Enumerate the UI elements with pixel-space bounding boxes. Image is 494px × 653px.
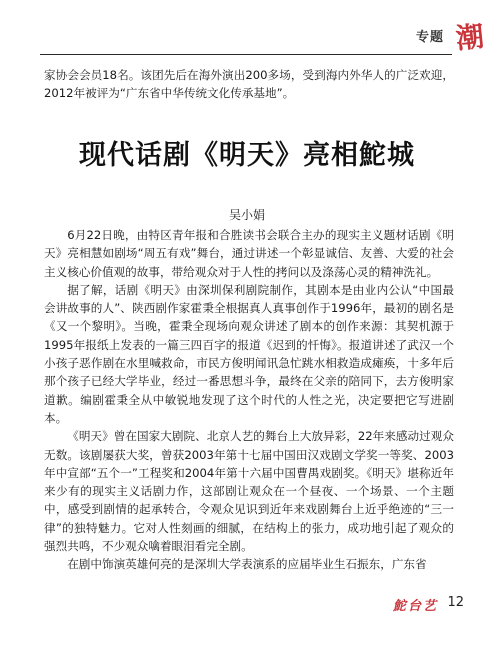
body-paragraph-2: 据了解，话剧《明天》由深圳保利剧院制作，其剧本是由业内公认“中国最会讲故事的人”、陕西剧作家霍秉全根据真人真事创作于1996年，最初的剧名是《又一个黎明》。当晚，霍秉全现场向观众讲述了剧本的创作来源：其契机源于1995年报纸上发表的一篇三四百字的报道《迟到的忏悔》。报道讲述了武汉一个小孩子恶作剧在水里喊救命，市民方俊明闻讯急忙跳水相救造成瘫痪，十多年后那个孩子已经大学毕业，经过一番思想斗争，最终在父亲的陪同下，去方俊明家道歉。编剧霍秉全从中敏锐地发现了这个时代的人性之光，决定要把它写进剧本。: [44, 282, 454, 425]
body-paragraph-1: 6月22日晚，由特区青年报和合胜读书会联合主办的现实主义题材话剧《明天》亮相慧如剧场“周五有戏”舞台，通过讲述一个彰显诚信、友善、大爱的社会主义核心价值观的故事，带给观众对于人性的拷问以及涤荡心灵的精神洗礼。: [44, 228, 454, 279]
magazine-logo-icon: 潮: [454, 19, 486, 56]
article-title: 现代话剧《明天》亮相鮀城: [79, 140, 415, 171]
intro-paragraph: 家协会会员18名。该团先后在海外演出200多场，受到海内外华人的广泛欢迎，2012年被评为“广东省中华传统文化传承基地”。: [44, 68, 454, 101]
body-paragraph-4: 在剧中饰演英雄何亮的是深圳大学表演系的应届毕业生石振东，广东省: [67, 557, 427, 572]
article-author: 吴小娟: [228, 208, 265, 222]
article-body: [44, 226, 454, 574]
body-paragraph-3: 《明天》曾在国家大剧院、北京人艺的舞台上大放异彩，22年来感动过观众无数。该剧屡获大奖，曾获2003年第十七届中国田汉戏剧文学奖一等奖、2003年中宣部“五个一”工程奖和2004年第十六届中国曹禺戏剧奖。《明天》堪称近年来少有的现实主义话剧力作，这部剧让观众在一个昼夜、一个场景、一个主题中，感受到剧情的起承转合，令观众见识到近年来戏剧舞台上近乎绝迹的“三一律”的独特魅力。它对人性刻画的细腻，在结构上的张力，成功地引起了观众的强烈共鸣，不少观众噙着眼泪看完全剧。: [44, 429, 454, 554]
page-header: [40, 18, 492, 58]
section-label: 专题: [415, 30, 444, 45]
header-divider: [40, 54, 452, 55]
page-number: 12: [447, 595, 464, 610]
footer-logo: 鮀台艺: [392, 599, 438, 614]
